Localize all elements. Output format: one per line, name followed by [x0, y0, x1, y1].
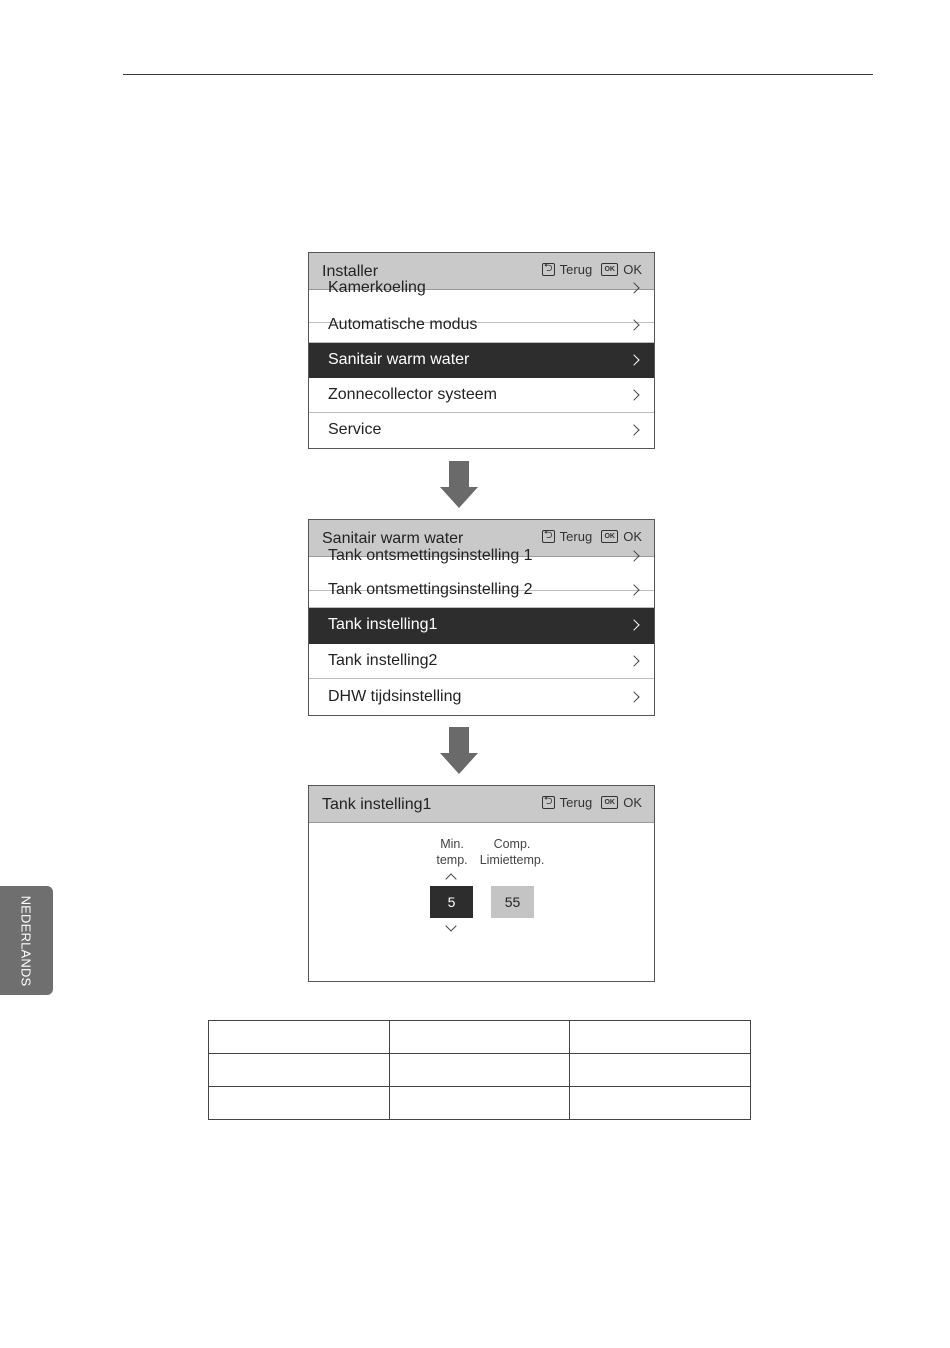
screen-title: Installer — [322, 263, 379, 280]
tank-setting-screen — [308, 785, 655, 982]
language-tab-label: NEDERLANDS — [18, 895, 34, 987]
screen-title: Tank instelling1 — [322, 796, 432, 813]
screen-title: Sanitair warm water — [322, 530, 464, 547]
back-icon[interactable] — [542, 796, 555, 809]
table-cell — [570, 1054, 751, 1087]
ok-key-icon[interactable]: OK — [601, 530, 618, 543]
menu-item-label: Tank instelling2 — [328, 652, 438, 669]
menu-item-label: Zonnecollector systeem — [328, 386, 497, 403]
menu-item-label: Sanitair warm water — [328, 351, 470, 368]
down-arrow-icon — [440, 461, 478, 508]
table-row — [209, 1054, 751, 1087]
menu-list — [309, 279, 654, 448]
min-temp-label: Min. temp. — [436, 837, 468, 867]
table-cell — [209, 1054, 390, 1087]
back-label[interactable]: Terug — [559, 795, 593, 810]
dhw-menu-screen — [308, 519, 655, 716]
chevron-right-icon — [628, 655, 639, 666]
comp-limit-temp-value[interactable]: 55 — [491, 886, 534, 918]
header-actions — [542, 529, 642, 544]
back-label[interactable]: Terug — [559, 262, 593, 277]
ok-label[interactable]: OK — [623, 262, 642, 277]
table-cell — [389, 1021, 570, 1054]
ok-label[interactable]: OK — [623, 529, 642, 544]
min-temp-value[interactable]: 5 — [430, 886, 473, 918]
menu-item-label: Tank ontsmettingsinstelling 2 — [328, 581, 533, 598]
menu-item-label: Tank ontsmettingsinstelling 1 — [328, 547, 533, 564]
chevron-right-icon — [628, 424, 639, 435]
header-actions — [542, 262, 642, 277]
menu-item[interactable] — [309, 308, 654, 343]
ok-key-icon[interactable]: OK — [601, 796, 618, 809]
menu-item[interactable] — [309, 378, 654, 413]
down-arrow-icon — [440, 727, 478, 774]
blank-table — [208, 1020, 751, 1120]
chevron-right-icon — [628, 389, 639, 400]
chevron-right-icon — [628, 354, 639, 365]
table-cell — [389, 1087, 570, 1120]
comp-limit-temp-label: Comp. Limiettemp. — [479, 837, 545, 867]
menu-item[interactable] — [309, 573, 654, 608]
table-cell — [389, 1054, 570, 1087]
back-icon[interactable] — [542, 263, 555, 276]
chevron-up-icon[interactable] — [445, 873, 456, 884]
chevron-right-icon — [628, 619, 639, 630]
screen-header — [309, 786, 654, 823]
chevron-right-icon — [628, 691, 639, 702]
back-label[interactable]: Terug — [559, 529, 593, 544]
menu-item[interactable] — [309, 644, 654, 679]
chevron-down-icon[interactable] — [445, 920, 456, 931]
header-actions — [542, 795, 642, 810]
menu-item[interactable] — [309, 680, 654, 715]
menu-item-label: Service — [328, 421, 382, 438]
table-cell — [209, 1021, 390, 1054]
menu-item-selected[interactable] — [309, 343, 654, 378]
table-row — [209, 1087, 751, 1120]
menu-list — [309, 547, 654, 715]
installer-menu-screen — [308, 252, 655, 449]
menu-item-label: Automatische modus — [328, 316, 478, 333]
chevron-right-icon — [628, 319, 639, 330]
ok-label[interactable]: OK — [623, 795, 642, 810]
ok-key-icon[interactable]: OK — [601, 263, 618, 276]
menu-item[interactable] — [309, 413, 654, 448]
menu-item-label: Tank instelling1 — [328, 616, 438, 633]
table-cell — [570, 1087, 751, 1120]
table-row — [209, 1021, 751, 1054]
chevron-right-icon — [628, 584, 639, 595]
header-rule — [123, 74, 873, 75]
menu-item-label: DHW tijdsinstelling — [328, 688, 462, 705]
menu-item-selected[interactable] — [309, 608, 654, 644]
table-cell — [209, 1087, 390, 1120]
back-icon[interactable] — [542, 530, 555, 543]
menu-item-label: Kamerkoeling — [328, 279, 426, 296]
setting-body — [309, 823, 654, 981]
language-side-tab — [0, 886, 53, 995]
table-cell — [570, 1021, 751, 1054]
